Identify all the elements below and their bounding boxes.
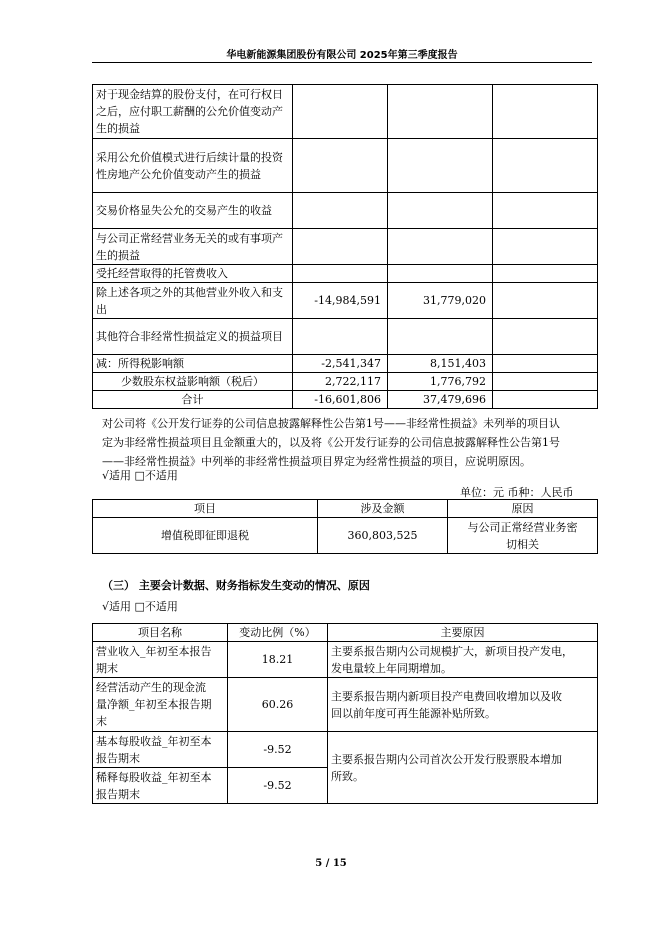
- table-row: [93, 85, 598, 139]
- value-cell: 8,151,403: [388, 355, 493, 373]
- header-rule: [92, 62, 592, 63]
- item-cell: [93, 642, 228, 678]
- applicable-checkbox: √适用 □不适用: [102, 469, 178, 482]
- total-label-cell: 合计: [93, 391, 293, 409]
- unit-label: 单位：元 币种：人民币: [460, 486, 574, 499]
- table-row: [93, 391, 598, 409]
- reason-cell: [328, 732, 598, 804]
- note-cell: [493, 193, 598, 229]
- reason-cell: [328, 678, 598, 732]
- ratio-cell: 18.21: [228, 642, 328, 678]
- reason-line: 发电量较上年同期增加。: [331, 661, 452, 675]
- section-title: （三） 主要会计数据、财务指标发生变动的情况、原因: [102, 579, 370, 592]
- note-cell: [493, 85, 598, 139]
- table-row: [93, 319, 598, 355]
- item-line: 末: [96, 715, 107, 728]
- table-row: [93, 678, 598, 732]
- value-cell: [388, 265, 493, 283]
- table-row: [93, 642, 598, 678]
- non-recurring-table: [92, 84, 598, 409]
- reason-line: 与公司正常经营业务密: [467, 520, 578, 534]
- note-paragraph-line: 对公司将《公开发行证券的公司信息披露解释性公告第1号——非经常性损益》未列举的项目认: [102, 417, 560, 430]
- reason-line: 主要系报告期内新项目投产电费回收增加以及收: [331, 689, 562, 703]
- reason-cell: [448, 518, 598, 554]
- item-line: 量净额_年初至本报告期: [96, 698, 212, 711]
- report-header: 华电新能源集团股份有限公司 2025年第三季度报告: [226, 50, 458, 61]
- page-number: 5 / 15: [315, 858, 347, 869]
- item-cell: 采用公允价值模式进行后续计量的投资性房地产公允价值变动产生的损益: [93, 139, 293, 193]
- note-cell: [493, 319, 598, 355]
- reason-line: 所致。: [331, 769, 364, 783]
- note-paragraph-line: ——非经常性损益》中列举的非经常性损益项目界定为经常性损益的项目，应说明原因。: [102, 455, 531, 468]
- value-cell: 31,779,020: [388, 283, 493, 319]
- table-header-row: [93, 500, 598, 518]
- table-header-row: [93, 624, 598, 642]
- note-cell: [493, 373, 598, 391]
- item-cell: 交易价格显失公允的交易产生的收益: [93, 193, 293, 229]
- item-line: 基本每股收益_年初至本: [96, 734, 212, 748]
- value-cell: [293, 139, 388, 193]
- note-cell: [493, 139, 598, 193]
- column-header: 项目名称: [93, 624, 228, 642]
- column-header: 原因: [448, 500, 598, 518]
- reason-cell: [328, 642, 598, 678]
- value-cell: -16,601,806: [293, 391, 388, 409]
- applicable-checkbox: √适用 □不适用: [102, 600, 178, 613]
- ratio-cell: 60.26: [228, 678, 328, 732]
- amount-cell: 360,803,525: [318, 518, 448, 554]
- item-cell: 与公司正常经营业务无关的或有事项产生的损益: [93, 229, 293, 265]
- item-cell: [93, 678, 228, 732]
- item-line: 营业收入_年初至本报告: [96, 644, 212, 658]
- item-line: 稀释每股收益_年初至本: [96, 770, 212, 784]
- value-cell: [293, 229, 388, 265]
- reason-line: 切相关: [506, 537, 539, 551]
- value-cell: -14,984,591: [293, 283, 388, 319]
- item-cell: 其他符合非经常性损益定义的损益项目: [93, 319, 293, 355]
- note-paragraph-line: 定为非经常性损益项目且金额重大的，以及将《公开发行证券的公司信息披露解释性公告第1号: [102, 436, 560, 449]
- value-cell: 2,722,117: [293, 373, 388, 391]
- table-row: [93, 518, 598, 554]
- value-cell: [388, 319, 493, 355]
- item-cell: 减：所得税影响额: [93, 355, 293, 373]
- table-row: [93, 193, 598, 229]
- value-cell: [293, 85, 388, 139]
- table-row: [93, 283, 598, 319]
- item-line: 经营活动产生的现金流: [96, 681, 206, 694]
- item-line: 报告期末: [96, 787, 140, 801]
- item-line: 报告期末: [96, 751, 140, 765]
- note-cell: [493, 229, 598, 265]
- column-header: 涉及金额: [318, 500, 448, 518]
- reason-line: 主要系报告期内公司规模扩大，新项目投产发电，: [331, 644, 573, 658]
- value-cell: [388, 139, 493, 193]
- table-row: [93, 732, 598, 768]
- reason-line: 回以前年度可再生能源补贴所致。: [331, 706, 496, 720]
- item-cell: 受托经营取得的托管费收入: [93, 265, 293, 283]
- value-cell: [388, 229, 493, 265]
- note-cell: [493, 391, 598, 409]
- column-header: 主要原因: [328, 624, 598, 642]
- item-cell: 少数股东权益影响额（税后）: [93, 373, 293, 391]
- table-row: [93, 139, 598, 193]
- recurring-reclass-table: [92, 499, 598, 554]
- value-cell: [293, 193, 388, 229]
- value-cell: -2,541,347: [293, 355, 388, 373]
- ratio-cell: -9.52: [228, 732, 328, 768]
- item-cell: 增值税即征即退税: [93, 518, 318, 554]
- note-cell: [493, 355, 598, 373]
- value-cell: 1,776,792: [388, 373, 493, 391]
- value-cell: 37,479,696: [388, 391, 493, 409]
- item-cell: 除上述各项之外的其他营业外收入和支出: [93, 283, 293, 319]
- table-row: [93, 229, 598, 265]
- value-cell: [388, 85, 493, 139]
- item-cell: [93, 768, 228, 804]
- item-cell: [93, 732, 228, 768]
- note-cell: [493, 283, 598, 319]
- value-cell: [388, 193, 493, 229]
- table-row: [93, 355, 598, 373]
- reason-line: 主要系报告期内公司首次公开发行股票股本增加: [331, 752, 562, 766]
- column-header: 变动比例（%）: [228, 624, 328, 642]
- note-cell: [493, 265, 598, 283]
- key-changes-table: [92, 623, 598, 804]
- item-cell: 对于现金结算的股份支付，在可行权日之后，应付职工薪酬的公允价值变动产生的损益: [93, 85, 293, 139]
- value-cell: [293, 319, 388, 355]
- value-cell: [293, 265, 388, 283]
- item-line: 期末: [96, 661, 118, 675]
- table-row: [93, 265, 598, 283]
- ratio-cell: -9.52: [228, 768, 328, 804]
- column-header: 项目: [93, 500, 318, 518]
- table-row: [93, 373, 598, 391]
